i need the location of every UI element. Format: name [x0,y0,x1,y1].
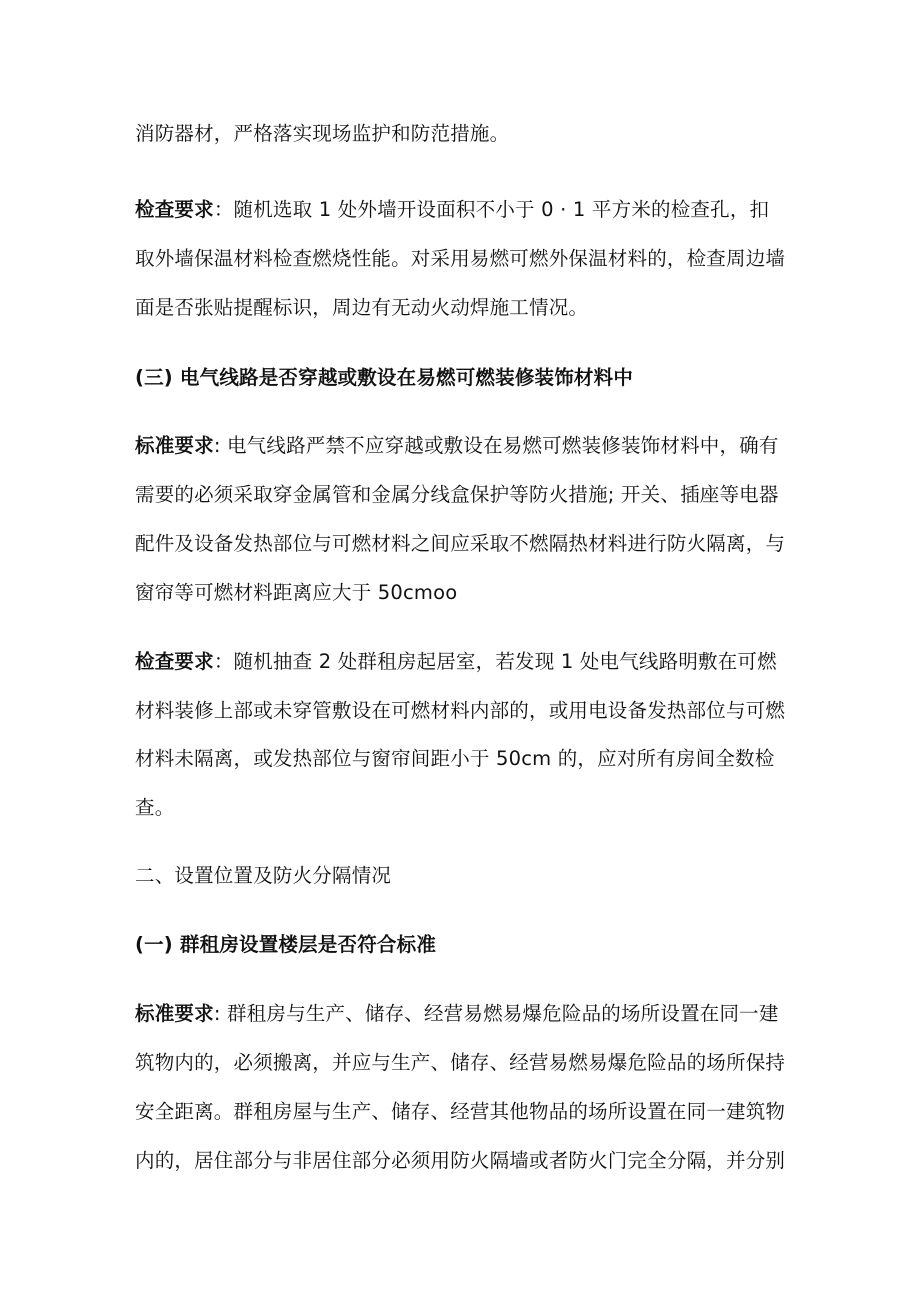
section-title-text: 二、设置位置及防火分隔情况 [135,864,392,887]
paragraph-line [135,247,785,271]
paragraph-line [135,581,457,605]
paragraph-line [135,1002,779,1026]
heading-text: (三) 电气线路是否穿越或敷设在易燃可燃装修装饰材料中 [135,366,634,389]
paragraph-line [135,650,777,674]
body-text: 安全距离。群租房屋与生产、储存、经营其他物品的场所设置在同一建筑物 [135,1100,786,1123]
body-text: : 群租房与生产、储存、经营易燃易爆危险品的场所设置在同一建 [213,1002,779,1025]
body-text: ：随机选取 1 处外墙开设面积不小于 0 · 1 平方米的检查孔，扣 [213,198,770,221]
body-text: 内的，居住部分与非居住部分必须用防火隔墙或者防火门完全分隔，并分别 [135,1149,786,1172]
paragraph-line [135,699,785,723]
paragraph-line [135,1149,785,1173]
paragraph-line [135,796,174,820]
inspection-label: 检查要求 [135,650,214,673]
paragraph-line [135,296,588,320]
standard-label: 标准要求 [135,434,214,457]
body-text: 面是否张贴提醒标识，周边有无动火动焊施工情况。 [135,296,589,319]
body-text: 材料装修上部或未穿管敷设在可燃材料内部的，或用电设备发热部位与可燃 [135,699,786,722]
body-text: 查。 [135,796,175,819]
body-text: ：随机抽查 2 处群租房起居室，若发现 1 处电气线路明敷在可燃 [213,650,777,673]
paragraph-line [135,532,785,556]
section-heading [135,366,633,390]
section-title [135,864,391,888]
paragraph-line [135,483,779,507]
body-text: 筑物内的，必须搬离，并应与生产、储存、经营易燃易爆危险品的场所保持 [135,1051,786,1074]
body-text: 材料未隔离，或发热部位与窗帘间距小于 50cm 的，应对所有房间全数检 [135,747,775,770]
section-heading [135,933,436,957]
heading-text: (一) 群租房设置楼层是否符合标准 [135,933,437,956]
inspection-label: 检查要求 [135,198,214,221]
paragraph-line [135,198,769,222]
paragraph-line [135,747,774,771]
body-text: 消防器材，严格落实现场监护和防范措施。 [135,122,510,145]
paragraph-line [135,122,509,146]
paragraph-line [135,1051,785,1075]
body-text: 窗帘等可燃材料距离应大于 50cmoo [135,581,458,604]
paragraph-line [135,1100,785,1124]
body-text: 取外墙保温材料检查燃烧性能。对采用易燃可燃外保温材料的，检查周边墙 [135,247,786,270]
body-text: : 电气线路严禁不应穿越或敷设在易燃可燃装修装饰材料中，确有 [213,434,779,457]
body-text: 配件及设备发热部位与可燃材料之间应采取不燃隔热材料进行防火隔离，与 [135,532,786,555]
standard-label: 标准要求 [135,1002,214,1025]
body-text: 需要的必须采取穿金属管和金属分线盒保护等防火措施; 开关、插座等电器 [135,483,779,506]
paragraph-line [135,434,779,458]
